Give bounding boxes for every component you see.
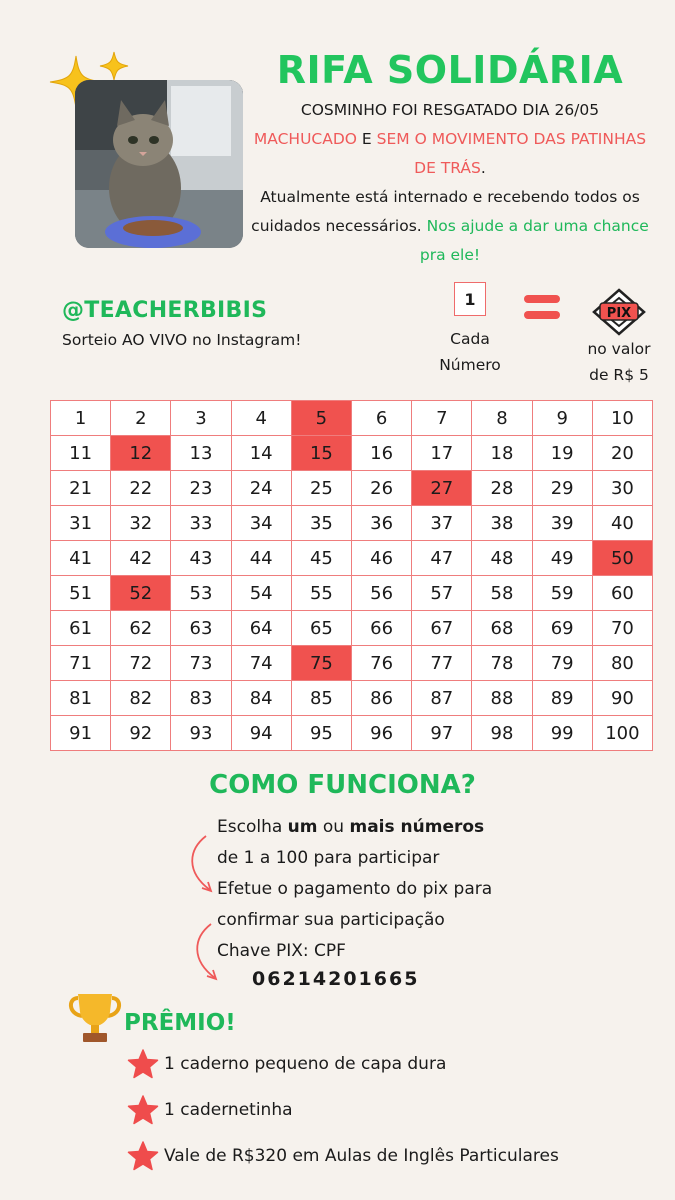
grid-number: 87 (412, 681, 472, 716)
grid-number: 18 (472, 436, 532, 471)
grid-number: 84 (232, 681, 292, 716)
grid-number: 42 (111, 541, 171, 576)
grid-number: 49 (533, 541, 593, 576)
grid-number: 99 (533, 716, 593, 751)
grid-number: 23 (171, 471, 231, 506)
price-label: no valor de R$ 5 (587, 340, 651, 384)
grid-number: 89 (533, 681, 593, 716)
grid-number: 94 (232, 716, 292, 751)
grid-number: 41 (51, 541, 111, 576)
grid-number: 72 (111, 646, 171, 681)
grid-number: 98 (472, 716, 532, 751)
number-box: 1 (454, 282, 486, 316)
grid-number: 70 (593, 611, 653, 646)
grid-number: 44 (232, 541, 292, 576)
grid-number: 88 (472, 681, 532, 716)
grid-number: 34 (232, 506, 292, 541)
grid-number: 54 (232, 576, 292, 611)
grid-number: 47 (412, 541, 472, 576)
pix-key-value: 06214201665 (252, 968, 420, 990)
grid-number: 32 (111, 506, 171, 541)
grid-number: 90 (593, 681, 653, 716)
grid-number: 30 (593, 471, 653, 506)
grid-number: 69 (533, 611, 593, 646)
instagram-handle: @TEACHERBIBIS (62, 298, 268, 323)
star-icon (127, 1048, 159, 1080)
page-title: RIFA SOLIDÁRIA (276, 48, 624, 92)
grid-number: 46 (352, 541, 412, 576)
grid-number: 92 (111, 716, 171, 751)
grid-number: 39 (533, 506, 593, 541)
grid-number: 43 (171, 541, 231, 576)
prize-item: 1 cadernetinha (127, 1094, 293, 1126)
rescue-date-text: COSMINHO FOI RESGATADO DIA 26/05 (300, 101, 600, 119)
prize-item: Vale de R$320 em Aulas de Inglês Particulares (127, 1140, 559, 1172)
step-choose: Escolha um ou mais números (217, 817, 485, 837)
grid-number: 55 (292, 576, 352, 611)
grid-number: 96 (352, 716, 412, 751)
prize-item: 1 caderno pequeno de capa dura (127, 1048, 446, 1080)
grid-number: 20 (593, 436, 653, 471)
grid-number: 86 (352, 681, 412, 716)
grid-number: 56 (352, 576, 412, 611)
grid-number: 76 (352, 646, 412, 681)
grid-number: 77 (412, 646, 472, 681)
grid-number: 3 (171, 401, 231, 436)
grid-number: 93 (171, 716, 231, 751)
svg-text:PIX: PIX (606, 306, 632, 321)
grid-number: 53 (171, 576, 231, 611)
grid-number: 22 (111, 471, 171, 506)
pix-key-label: Chave PIX: CPF (217, 941, 346, 961)
grid-number: 67 (412, 611, 472, 646)
raffle-number-grid (50, 400, 653, 751)
grid-number: 61 (51, 611, 111, 646)
grid-number: 8 (472, 401, 532, 436)
step-pay: Efetue o pagamento do pix para (217, 879, 493, 899)
grid-number: 71 (51, 646, 111, 681)
grid-number: 97 (412, 716, 472, 751)
curved-arrow-icon (180, 832, 220, 898)
grid-number: 21 (51, 471, 111, 506)
grid-number: 38 (472, 506, 532, 541)
grid-number: 9 (533, 401, 593, 436)
injury-text: MACHUCADO (253, 130, 357, 148)
grid-number: 62 (111, 611, 171, 646)
grid-number: 68 (472, 611, 532, 646)
grid-number: 2 (111, 401, 171, 436)
grid-number: 91 (51, 716, 111, 751)
grid-number: 100 (593, 716, 653, 751)
cat-photo (75, 80, 243, 248)
star-icon (127, 1094, 159, 1126)
each-number-label: Cada Número (439, 330, 501, 374)
grid-number: 17 (412, 436, 472, 471)
grid-number: 26 (352, 471, 412, 506)
grid-number-sold: 50 (593, 541, 653, 576)
step-range: de 1 a 100 para participar (217, 848, 440, 868)
trophy-icon (66, 990, 124, 1046)
grid-number: 4 (232, 401, 292, 436)
how-it-works-title: COMO FUNCIONA? (209, 770, 476, 800)
grid-number: 58 (472, 576, 532, 611)
grid-number: 59 (533, 576, 593, 611)
grid-number: 31 (51, 506, 111, 541)
grid-number: 19 (533, 436, 593, 471)
grid-number: 16 (352, 436, 412, 471)
star-icon (127, 1140, 159, 1172)
grid-number-sold: 5 (292, 401, 352, 436)
grid-number-sold: 12 (111, 436, 171, 471)
grid-number: 64 (232, 611, 292, 646)
grid-number: 73 (171, 646, 231, 681)
grid-number: 81 (51, 681, 111, 716)
grid-number: 28 (472, 471, 532, 506)
pix-logo-icon (590, 288, 648, 336)
grid-number: 79 (533, 646, 593, 681)
equals-icon (524, 292, 560, 322)
intro-text: COSMINHO FOI RESGATADO DIA 26/05 MACHUCADO E SEM O MOVIMENTO DAS PATINHAS DE TRÁS. Atualmente está internado e recebendo todos os cuidados necessários. Nos ajude a dar uma chance pra ele! (251, 101, 649, 264)
status-text: Atualmente está internado e recebendo todos os cuidados necessários. (251, 188, 640, 235)
grid-number: 60 (593, 576, 653, 611)
grid-number: 83 (171, 681, 231, 716)
step-confirm: confirmar sua participação (217, 910, 445, 930)
grid-number: 95 (292, 716, 352, 751)
grid-number: 78 (472, 646, 532, 681)
grid-number: 63 (171, 611, 231, 646)
grid-number: 24 (232, 471, 292, 506)
grid-number: 57 (412, 576, 472, 611)
grid-number-sold: 52 (111, 576, 171, 611)
grid-number: 74 (232, 646, 292, 681)
grid-number: 66 (352, 611, 412, 646)
grid-number: 35 (292, 506, 352, 541)
grid-number-sold: 75 (292, 646, 352, 681)
grid-number: 36 (352, 506, 412, 541)
grid-number: 51 (51, 576, 111, 611)
grid-number: 11 (51, 436, 111, 471)
how-it-works-steps (217, 812, 492, 967)
grid-number: 6 (352, 401, 412, 436)
grid-number: 7 (412, 401, 472, 436)
grid-number: 80 (593, 646, 653, 681)
grid-number: 40 (593, 506, 653, 541)
grid-number: 14 (232, 436, 292, 471)
grid-number: 25 (292, 471, 352, 506)
grid-number: 45 (292, 541, 352, 576)
grid-number: 82 (111, 681, 171, 716)
help-text: Nos ajude a dar uma chance pra ele! (419, 217, 649, 264)
grid-number-sold: 15 (292, 436, 352, 471)
grid-number: 48 (472, 541, 532, 576)
prize-title: PRÊMIO! (124, 1010, 236, 1036)
grid-number: 13 (171, 436, 231, 471)
grid-number: 29 (533, 471, 593, 506)
live-draw-text: Sorteio AO VIVO no Instagram! (62, 331, 302, 349)
grid-number: 1 (51, 401, 111, 436)
grid-number: 33 (171, 506, 231, 541)
grid-number-sold: 27 (412, 471, 472, 506)
grid-number: 10 (593, 401, 653, 436)
grid-number: 85 (292, 681, 352, 716)
grid-number: 65 (292, 611, 352, 646)
condition-text: SEM O MOVIMENTO DAS PATINHAS DE TRÁS (376, 130, 647, 177)
grid-number: 37 (412, 506, 472, 541)
